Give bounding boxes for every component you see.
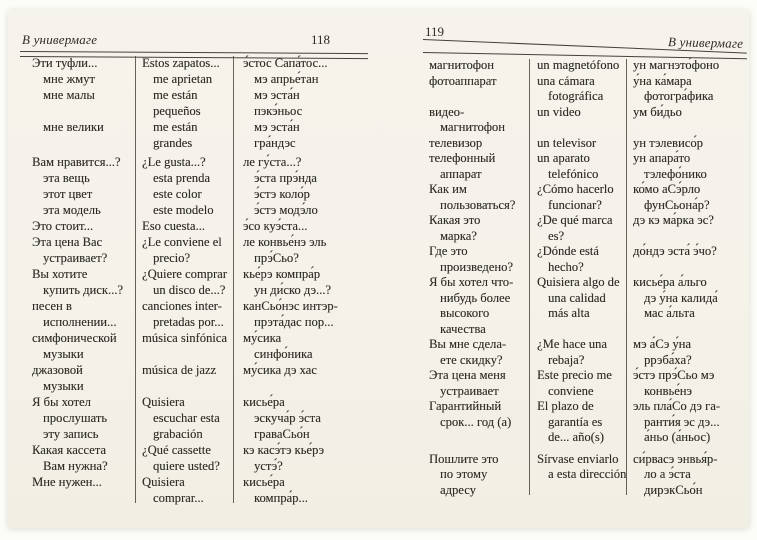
text-line: Este precio me xyxy=(537,368,612,382)
text-line: песен в xyxy=(32,299,72,313)
cell-transcription xyxy=(233,170,368,186)
text-line: ле конвье́нэ эль xyxy=(243,235,327,249)
column-divider xyxy=(626,59,627,495)
cell-russian xyxy=(423,151,529,182)
cell-spanish xyxy=(529,452,626,499)
cell-transcription xyxy=(233,474,368,506)
table-row xyxy=(20,234,368,266)
text-line: es? xyxy=(548,228,565,243)
cell-transcription xyxy=(233,55,368,71)
cell-spanish xyxy=(135,186,233,202)
cell-russian xyxy=(20,266,135,298)
table-row xyxy=(423,399,747,446)
text-line: pretadas por... xyxy=(153,315,224,329)
cell-transcription xyxy=(233,330,368,362)
text-line: Eso cuesta... xyxy=(142,219,205,233)
text-line: telefónico xyxy=(548,166,599,181)
text-line: у́на ка́мара xyxy=(633,73,692,88)
text-line: Это стоит... xyxy=(32,219,94,233)
text-line: мэ эста́н xyxy=(254,88,300,102)
text-line: качества xyxy=(440,321,486,336)
cell-russian xyxy=(20,234,135,266)
cell-spanish xyxy=(529,105,626,136)
cell-transcription xyxy=(233,71,368,87)
text-line: hecho? xyxy=(548,259,584,274)
cell-russian xyxy=(20,330,135,362)
text-line: ¿Qué cassette xyxy=(142,443,211,457)
text-line: дэ кэ ма́рка эс? xyxy=(633,213,714,227)
text-line: me están xyxy=(153,88,198,102)
text-line: Какая это xyxy=(429,213,481,227)
text-line: купить диск...? xyxy=(43,283,124,297)
table-row xyxy=(423,105,747,136)
text-line: произведено? xyxy=(440,259,513,274)
table-row xyxy=(20,330,368,362)
text-line: пэкэ́ньос xyxy=(254,104,303,118)
cell-russian xyxy=(423,213,529,244)
table-row xyxy=(20,442,368,474)
text-line: un magnetófono xyxy=(537,58,620,72)
cell-transcription xyxy=(626,244,747,275)
text-line: джазовой xyxy=(32,363,83,377)
cell-spanish xyxy=(135,202,233,218)
text-line: ете скидку? xyxy=(440,352,503,367)
text-line: grandes xyxy=(153,136,193,150)
cell-spanish xyxy=(529,182,626,213)
text-line: a esta dirección xyxy=(548,467,627,481)
cell-transcription xyxy=(233,362,368,394)
cell-spanish xyxy=(135,87,233,119)
text-line: Эта цена меня xyxy=(429,368,506,382)
cell-transcription xyxy=(626,74,747,105)
text-line: ун апара́то xyxy=(633,151,691,165)
text-line: más alta xyxy=(548,306,590,320)
text-line: Гарантийный xyxy=(429,399,502,413)
text-line: магнитофон xyxy=(429,58,494,72)
text-line: фотоаппарат xyxy=(429,73,497,88)
page-spread xyxy=(8,10,749,528)
text-line: ¿De qué marca xyxy=(537,213,613,227)
cell-spanish xyxy=(529,368,626,399)
text-line: Вам нужна? xyxy=(43,459,108,473)
cell-russian xyxy=(20,154,135,170)
cell-spanish xyxy=(529,58,626,74)
running-title: В универмаге xyxy=(667,34,744,51)
table-row xyxy=(423,452,747,499)
text-line: кисье́ра а́льго xyxy=(633,275,707,289)
cell-russian xyxy=(20,170,135,186)
text-line: компра́р... xyxy=(254,491,308,505)
cell-transcription xyxy=(233,119,368,151)
text-line: grabación xyxy=(153,427,203,441)
text-line: му́сика дэ хас xyxy=(243,363,317,377)
cell-transcription xyxy=(626,58,747,74)
text-line: esta prenda xyxy=(153,171,210,185)
text-line: una calidad xyxy=(548,290,606,305)
text-line: canciones inter- xyxy=(142,299,222,313)
text-line: дэ у́на калида́ xyxy=(644,290,718,305)
table-row xyxy=(423,337,747,368)
text-line: си́рвасэ энвья́р- xyxy=(633,451,718,466)
text-line: me están xyxy=(153,120,198,134)
text-line: эль пла́Со дэ га- xyxy=(633,399,721,413)
phrase-table xyxy=(423,58,747,498)
text-line: me aprietan xyxy=(153,72,213,86)
table-row xyxy=(20,266,368,298)
cell-transcription xyxy=(626,213,747,244)
text-line: un televisor xyxy=(537,135,597,150)
cell-spanish xyxy=(135,394,233,442)
table-row xyxy=(20,202,368,218)
text-line: garantía es xyxy=(548,414,603,429)
text-line: мне велики xyxy=(43,120,104,134)
text-line: фотогра́фика xyxy=(644,89,714,103)
phrase-table xyxy=(20,55,368,506)
text-line: этот цвет xyxy=(43,187,93,201)
text-line: fotográfica xyxy=(548,89,604,103)
cell-transcription xyxy=(233,298,368,330)
table-row xyxy=(20,394,368,442)
text-line: ¿Le conviene el xyxy=(142,235,222,249)
cell-spanish xyxy=(135,330,233,362)
text-line: мэ а́Сэ у́на xyxy=(633,337,692,351)
cell-russian xyxy=(423,136,529,152)
page-number: 119 xyxy=(425,24,445,39)
cell-spanish xyxy=(135,71,233,87)
text-line: мэ эста́н xyxy=(254,120,300,134)
text-line: прослушать xyxy=(43,411,108,425)
column-divider xyxy=(529,59,530,495)
text-line: un aparato xyxy=(537,151,590,165)
text-line: Какая кассета xyxy=(32,443,106,457)
text-line: кье́рэ компра́р xyxy=(243,267,321,281)
text-line: мас а́льта xyxy=(644,306,695,320)
table-row xyxy=(423,213,747,244)
cell-russian xyxy=(20,394,135,442)
cell-transcription xyxy=(626,136,747,152)
text-line: а́ньо (а́ньос) xyxy=(644,430,711,444)
page-number: 118 xyxy=(310,32,330,47)
text-line: симфонической xyxy=(32,331,117,345)
text-line: фунСьона́р? xyxy=(644,197,710,212)
table-row xyxy=(20,71,368,87)
text-line: марка? xyxy=(440,228,477,243)
text-line: Эта цена Вас xyxy=(32,235,103,249)
text-line: un disco de...? xyxy=(153,283,226,297)
cell-russian xyxy=(20,186,135,202)
text-line: устраивает xyxy=(440,383,499,398)
table-row xyxy=(20,362,368,394)
page-left xyxy=(20,24,368,505)
text-line: Вы мне сдела- xyxy=(429,337,507,351)
table-row xyxy=(423,244,747,275)
cell-transcription xyxy=(626,337,747,368)
text-line: му́сика xyxy=(243,331,282,345)
text-line: pequeños xyxy=(153,104,201,118)
cell-transcription xyxy=(626,399,747,446)
cell-transcription xyxy=(626,452,747,499)
text-line: de... año(s) xyxy=(548,430,604,444)
text-line: Где это xyxy=(429,244,468,258)
text-line: música sinfónica xyxy=(142,331,227,345)
text-line: Эти туфли... xyxy=(32,56,98,70)
text-line: аппарат xyxy=(440,166,482,181)
cell-russian xyxy=(20,202,135,218)
cell-transcription xyxy=(233,234,368,266)
text-line: Quisiera xyxy=(142,395,185,409)
text-line: Quisiera xyxy=(142,475,185,489)
text-line: телефонный xyxy=(429,151,496,165)
text-line: прэта́дас пор... xyxy=(254,315,334,329)
text-line: comprar... xyxy=(153,491,204,505)
text-line: кисье́ра xyxy=(243,395,285,409)
table-row xyxy=(423,151,747,182)
text-line: Мне нужен... xyxy=(32,475,102,489)
text-line: Вам нравится...? xyxy=(32,155,121,169)
cell-spanish xyxy=(529,151,626,182)
table-row xyxy=(423,74,747,105)
text-line: э́со куэ́ста... xyxy=(243,219,308,233)
text-line: Вы хотите xyxy=(32,267,88,281)
text-line: Estos zapatos... xyxy=(142,56,220,70)
text-line: escuchar esta xyxy=(153,411,220,425)
text-line: э́ста прэ́нда xyxy=(254,171,317,185)
cell-russian xyxy=(423,58,529,74)
text-line: конвье́нэ xyxy=(644,383,692,398)
text-line: ун тэлевисо́р xyxy=(633,135,703,150)
table-row xyxy=(423,368,747,399)
cell-spanish xyxy=(135,218,233,234)
cell-spanish xyxy=(529,136,626,152)
text-line: прэ́Сьо? xyxy=(254,251,299,265)
text-line: Как им xyxy=(429,182,467,196)
text-line: música de jazz xyxy=(142,363,217,377)
text-line: эта вещь xyxy=(43,171,90,185)
cell-spanish xyxy=(135,154,233,170)
text-line: rebaja? xyxy=(548,352,585,367)
cell-russian xyxy=(423,74,529,105)
text-line: ранти́я эс дэ... xyxy=(644,414,720,429)
cell-transcription xyxy=(626,275,747,337)
text-line: канСьо́нэс интэр- xyxy=(243,299,338,313)
text-line: эта модель xyxy=(43,203,101,217)
text-line: este color xyxy=(153,187,202,201)
cell-russian xyxy=(20,87,135,119)
text-line: este modelo xyxy=(153,203,214,217)
cell-russian xyxy=(423,182,529,213)
text-line: ррэба́ха? xyxy=(644,352,692,367)
cell-transcription xyxy=(233,202,368,218)
text-line: ¿Cómo hacerlo xyxy=(537,182,614,196)
text-line: ко́мо аСэ́рло xyxy=(633,182,701,196)
text-line: граваСьо́н xyxy=(254,427,310,441)
cell-spanish xyxy=(135,442,233,474)
cell-transcription xyxy=(626,368,747,399)
table-row xyxy=(20,170,368,186)
cell-transcription xyxy=(233,154,368,170)
table-row xyxy=(20,119,368,151)
text-line: тэлефо́нико xyxy=(644,166,707,181)
cell-russian xyxy=(20,442,135,474)
table-row xyxy=(20,186,368,202)
cell-russian xyxy=(20,71,135,87)
cell-spanish xyxy=(135,234,233,266)
cell-russian xyxy=(20,119,135,151)
table-row xyxy=(423,58,747,74)
text-line: устраивает? xyxy=(43,251,108,265)
text-line: quiere usted? xyxy=(153,459,220,473)
text-line: синфо́ника xyxy=(254,347,313,361)
cell-spanish xyxy=(135,55,233,71)
cell-russian xyxy=(20,298,135,330)
cell-russian xyxy=(423,275,529,337)
text-line: ¿Dónde está xyxy=(537,244,599,258)
table-row xyxy=(20,474,368,506)
cell-spanish xyxy=(135,298,233,330)
text-line: ун магнэто́фоно xyxy=(633,58,720,72)
text-line: Quisiera algo de xyxy=(537,275,620,289)
cell-russian xyxy=(423,337,529,368)
text-line: магнитофон xyxy=(440,120,505,134)
text-line: срок... год (а) xyxy=(440,414,512,429)
cell-spanish xyxy=(135,170,233,186)
text-line: ле гу́ста...? xyxy=(243,155,302,169)
cell-russian xyxy=(423,244,529,275)
cell-spanish xyxy=(529,337,626,368)
page-header xyxy=(20,24,368,48)
text-line: нибудь более xyxy=(440,290,511,305)
text-line: эту запись xyxy=(43,427,99,441)
cell-russian xyxy=(20,362,135,394)
text-line: Я бы хотел что- xyxy=(429,275,514,289)
cell-spanish xyxy=(135,119,233,151)
cell-spanish xyxy=(135,266,233,298)
text-line: Sírvase enviarlo xyxy=(537,451,619,466)
column-divider xyxy=(135,56,136,503)
text-line: ¿Quiere comprar xyxy=(142,267,227,281)
text-line: ло а э́ста xyxy=(644,467,691,481)
table-row xyxy=(20,218,368,234)
text-line: музыки xyxy=(43,379,84,393)
cell-spanish xyxy=(529,399,626,446)
cell-transcription xyxy=(233,87,368,119)
text-line: ¿Le gusta...? xyxy=(142,155,206,169)
text-line: El plazo de xyxy=(537,399,594,413)
text-line: до́ндэ эста́ э́чо? xyxy=(633,244,717,258)
column-divider xyxy=(233,56,234,503)
text-line: пользоваться? xyxy=(440,197,516,212)
text-line: мне жмут xyxy=(43,72,95,86)
cell-russian xyxy=(20,474,135,506)
text-line: телевизор xyxy=(429,135,483,150)
text-line: мэ апрье́тан xyxy=(254,72,319,86)
table-row xyxy=(423,136,747,152)
text-line: эскуча́р э́ста xyxy=(254,411,321,425)
text-line: precio? xyxy=(153,251,191,265)
text-line: э́стэ модэ́ло xyxy=(254,203,318,217)
cell-russian xyxy=(20,55,135,71)
cell-transcription xyxy=(233,394,368,442)
text-line: кэ касэ́тэ кье́рэ xyxy=(243,443,325,457)
cell-transcription xyxy=(233,266,368,298)
text-line: э́стос Сапа́тос... xyxy=(243,56,328,70)
cell-transcription xyxy=(233,186,368,202)
text-line: un video xyxy=(537,104,581,119)
table-row xyxy=(20,154,368,170)
text-line: ¿Me hace una xyxy=(537,337,607,351)
text-line: мне малы xyxy=(43,88,95,102)
table-row xyxy=(423,182,747,213)
text-line: ун ди́ско дэ...? xyxy=(254,283,332,297)
text-line: устэ́? xyxy=(254,459,283,473)
text-line: адресу xyxy=(440,482,476,497)
cell-russian xyxy=(423,452,529,499)
text-line: по этому xyxy=(440,467,488,481)
text-line: исполнении... xyxy=(43,315,117,329)
text-line: э́стэ коло́р xyxy=(254,187,310,201)
text-line: дирэкСьо́н xyxy=(644,482,703,497)
text-line: funcionar? xyxy=(548,197,602,212)
cell-spanish xyxy=(529,213,626,244)
text-line: э́стэ прэ́Сьо мэ xyxy=(633,368,715,382)
text-line: видео- xyxy=(429,104,465,119)
cell-russian xyxy=(423,105,529,136)
text-line: кисье́ра xyxy=(243,475,285,489)
cell-transcription xyxy=(233,218,368,234)
cell-russian xyxy=(20,218,135,234)
cell-russian xyxy=(423,399,529,446)
cell-spanish xyxy=(529,74,626,105)
running-title: В универмаге xyxy=(22,32,98,47)
cell-russian xyxy=(423,368,529,399)
text-line: Пошлите это xyxy=(429,451,499,466)
table-row xyxy=(20,55,368,71)
cell-transcription xyxy=(626,105,747,136)
text-line: музыки xyxy=(43,347,84,361)
text-line: ум би́дьо xyxy=(633,104,682,119)
text-line: conviene xyxy=(548,383,594,398)
table-row xyxy=(20,298,368,330)
table-row xyxy=(20,87,368,119)
cell-transcription xyxy=(626,182,747,213)
text-line: una cámara xyxy=(537,73,595,88)
text-line: Я бы хотел xyxy=(32,395,91,409)
cell-transcription xyxy=(233,442,368,474)
text-line: высокого xyxy=(440,306,490,320)
cell-transcription xyxy=(626,151,747,182)
cell-spanish xyxy=(529,275,626,337)
cell-spanish xyxy=(135,362,233,394)
text-line: гра́ндэс xyxy=(254,136,296,150)
cell-spanish xyxy=(529,244,626,275)
cell-spanish xyxy=(135,474,233,506)
table-row xyxy=(423,275,747,337)
